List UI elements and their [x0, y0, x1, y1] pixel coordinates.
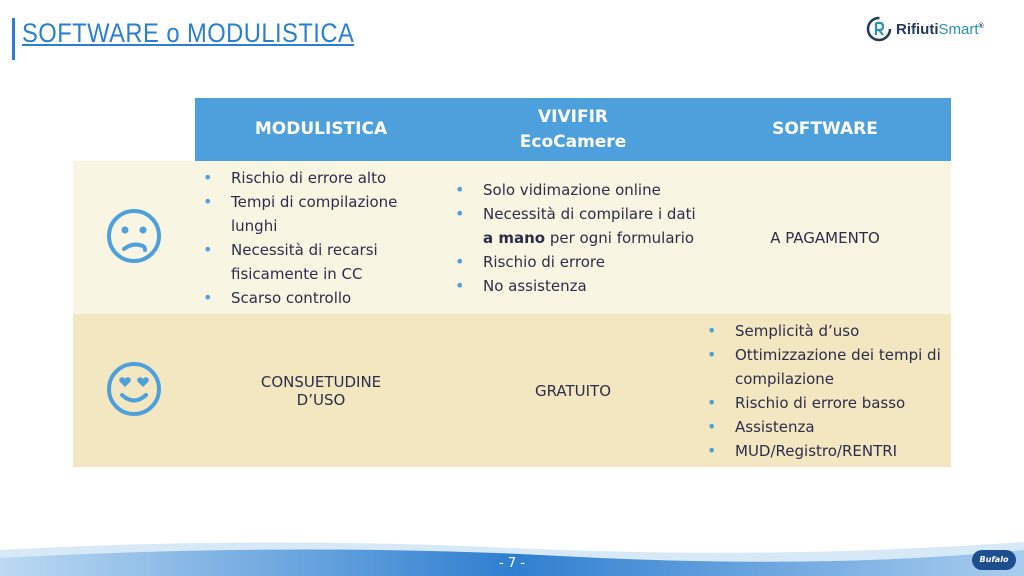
software-pros-cell	[699, 314, 951, 467]
title-accent-bar	[12, 18, 15, 60]
row-icon-cell	[73, 314, 195, 467]
heart-eyes-face-icon	[105, 360, 163, 418]
rifiutismart-logo-icon	[866, 16, 892, 42]
vivifir-cons-cell	[447, 161, 699, 314]
list-item: • Tempi di compilazione lunghi	[231, 190, 447, 238]
col-header-vivifir: VIVIFIR EcoCamere	[447, 98, 699, 161]
list-item: • Ottimizzazione dei tempi di compilazione	[735, 343, 951, 391]
table-row	[73, 314, 951, 467]
table-header-row	[73, 98, 951, 161]
header-empty-cell	[73, 98, 195, 161]
software-price-cell: A PAGAMENTO	[699, 161, 951, 314]
list-item: • Semplicità d’uso	[735, 319, 951, 343]
list-item: • Assistenza	[735, 415, 951, 439]
row-icon-cell	[73, 161, 195, 314]
modulistica-cons-cell	[195, 161, 447, 314]
table-row	[73, 161, 951, 314]
vivifir-cons-list	[447, 178, 699, 298]
list-item: • Rischio di errore	[483, 250, 699, 274]
list-item: • Scarso controllo	[231, 286, 447, 310]
list-item: • Necessità di recarsi fisicamente in CC	[231, 238, 447, 286]
page-number: - 7 -	[499, 556, 525, 571]
list-item: • No assistenza	[483, 274, 699, 298]
list-item: • MUD/Registro/RENTRI	[735, 439, 951, 463]
software-pros-list	[699, 319, 951, 463]
emphasis-mano: a mano	[483, 228, 546, 247]
confused-face-icon	[105, 207, 163, 265]
list-item: • Solo vidimazione online	[483, 178, 699, 202]
list-item: • Rischio di errore basso	[735, 391, 951, 415]
modulistica-pro-cell: CONSUETUDINE D’USO	[195, 314, 447, 467]
page-title: SOFTWARE o MODULISTICA	[22, 18, 355, 48]
comparison-table	[73, 98, 951, 467]
col-header-modulistica: MODULISTICA	[195, 98, 447, 161]
col-header-software: SOFTWARE	[699, 98, 951, 161]
vivifir-price-cell: GRATUITO	[447, 314, 699, 467]
modulistica-cons-list	[195, 166, 447, 310]
bufalo-logo: Bufalo	[972, 550, 1016, 570]
list-item: • Necessità di compilare i dati a mano per ogni formulario	[483, 202, 699, 250]
list-item: • Rischio di errore alto	[231, 166, 447, 190]
rifiutismart-logo	[866, 16, 984, 42]
logo-text: RifiutiSmart®	[896, 20, 984, 38]
